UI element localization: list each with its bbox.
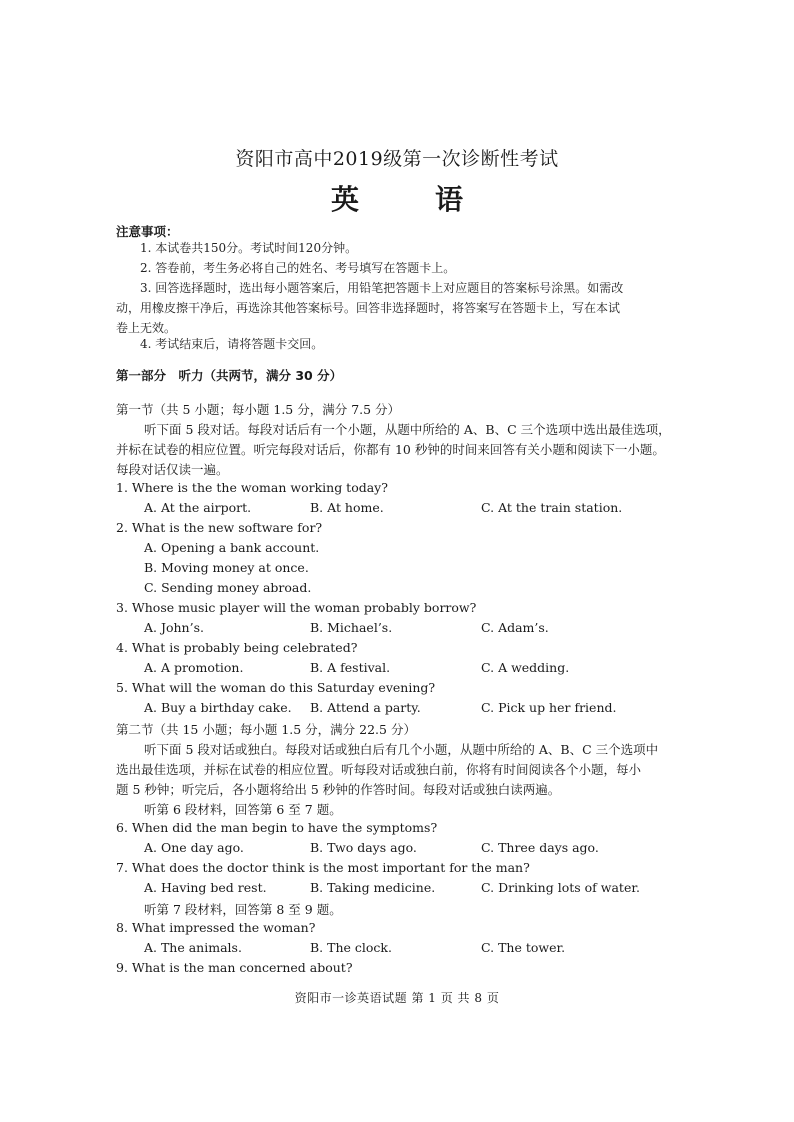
q6-option-a: A. One day ago. (144, 840, 244, 855)
material-6-instruction: 听第 6 段材料，回答第 6 至 7 题。 (144, 802, 342, 817)
q7-option-c: C. Drinking lots of water. (481, 880, 640, 895)
q2-option-a: A. Opening a bank account. (144, 540, 320, 555)
notice-line-4: 动，用橡皮擦干净后，再选涂其他答案标号。回答非选择题时，将答案写在答题卡上，写在本试 (116, 301, 621, 315)
q4-option-a: A. A promotion. (144, 660, 244, 675)
q6-option-c: C. Three days ago. (481, 840, 599, 855)
section1-heading: 第一节（共 5 小题；每小题 1.5 分，满分 7.5 分） (116, 402, 401, 417)
notice-line-3: 3. 回答选择题时，选出每小题答案后，用铅笔把答题卡上对应题目的答案标号涂黑。如需改 (140, 281, 624, 295)
page-footer: 资阳市一诊英语试题 第 1 页 共 8 页 (294, 991, 500, 1005)
q3-option-c: C. Adam’s. (481, 620, 549, 635)
section1-intro-1: 听下面 5 段对话。每段对话后有一个小题，从题中所给的 A、B、C 三个选项中选出最佳选项， (144, 422, 671, 437)
exam-title: 资阳市高中2019级第一次诊断性考试 (235, 148, 559, 170)
notice-line-1: 1. 本试卷共150分。考试时间120分钟。 (140, 241, 358, 255)
section2-intro-3: 题 5 秒钟；听完后，各小题将给出 5 秒钟的作答时间。每段对话或独白读两遍。 (116, 782, 561, 797)
q4-option-b: B. A festival. (310, 660, 391, 675)
q4-option-c: C. A wedding. (481, 660, 570, 675)
section2-heading: 第二节（共 15 小题；每小题 1.5 分，满分 22.5 分） (116, 722, 416, 737)
question-9: 9. What is the man concerned about? (116, 960, 353, 975)
q2-option-b: B. Moving money at once. (144, 560, 309, 575)
question-7: 7. What does the doctor think is the most important for the man? (116, 860, 530, 875)
q5-option-a: A. Buy a birthday cake. (144, 700, 292, 715)
question-1: 1. Where is the the woman working today? (116, 480, 388, 495)
q1-option-a: A. At the airport. (144, 500, 252, 515)
notice-line-6: 4. 考试结束后，请将答题卡交回。 (140, 337, 324, 351)
question-3: 3. Whose music player will the woman probably borrow? (116, 600, 477, 615)
question-4: 4. What is probably being celebrated? (116, 640, 358, 655)
question-5: 5. What will the woman do this Saturday evening? (116, 680, 436, 695)
exam-subject: 英 语 (330, 183, 487, 216)
q2-option-c: C. Sending money abroad. (144, 580, 312, 595)
q6-option-b: B. Two days ago. (310, 840, 417, 855)
question-2: 2. What is the new software for? (116, 520, 323, 535)
q3-option-b: B. Michael’s. (310, 620, 393, 635)
q7-option-b: B. Taking medicine. (310, 880, 436, 895)
part1-heading: 第一部分 听力（共两节，满分 30 分） (116, 368, 343, 383)
notice-line-5: 卷上无效。 (116, 321, 177, 335)
q8-option-b: B. The clock. (310, 940, 392, 955)
section2-intro-1: 听下面 5 段对话或独白。每段对话或独白后有几个小题，从题中所给的 A、B、C 三个选项中 (144, 742, 659, 757)
notice-line-2: 2. 答卷前，考生务必将自己的姓名、考号填写在答题卡上。 (140, 261, 456, 275)
question-8: 8. What impressed the woman? (116, 920, 316, 935)
q1-option-b: B. At home. (310, 500, 384, 515)
q8-option-a: A. The animals. (144, 940, 242, 955)
section1-intro-3: 每段对话仅读一遍。 (116, 462, 229, 477)
q5-option-b: B. Attend a party. (310, 700, 421, 715)
material-7-instruction: 听第 7 段材料，回答第 8 至 9 题。 (144, 902, 342, 917)
q5-option-c: C. Pick up her friend. (481, 700, 617, 715)
section1-intro-2: 并标在试卷的相应位置。听完每段对话后，你都有 10 秒钟的时间来回答有关小题和阅读下一小题。 (116, 442, 665, 457)
notice-heading: 注意事项： (116, 224, 179, 239)
q1-option-c: C. At the train station. (481, 500, 623, 515)
q8-option-c: C. The tower. (481, 940, 566, 955)
q7-option-a: A. Having bed rest. (144, 880, 267, 895)
section2-intro-2: 选出最佳选项，并标在试卷的相应位置。听每段对话或独白前，你将有时间阅读各个小题，每小 (116, 762, 642, 777)
question-6: 6. When did the man begin to have the symptoms? (116, 820, 438, 835)
q3-option-a: A. John’s. (144, 620, 204, 635)
